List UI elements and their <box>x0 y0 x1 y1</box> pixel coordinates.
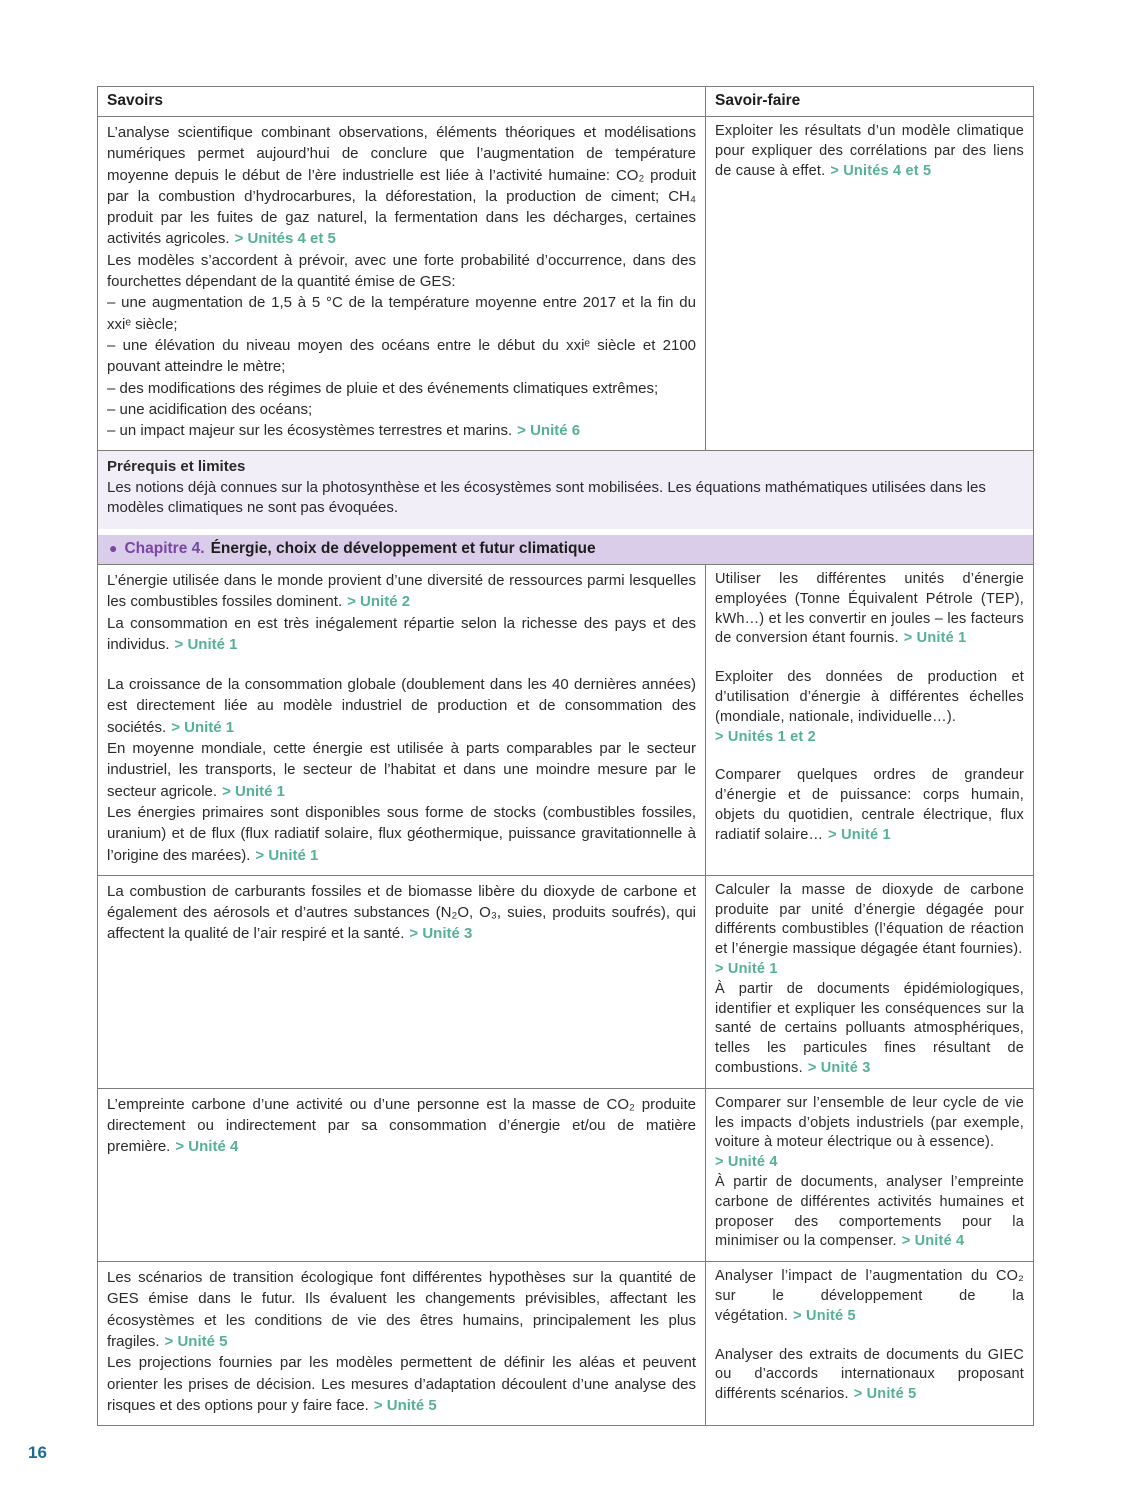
column-header-savoirs: Savoirs <box>98 87 706 117</box>
paragraph <box>715 1094 1024 1173</box>
paragraph <box>715 1267 1024 1326</box>
paragraph <box>715 1173 1024 1252</box>
unit-reference: > Unité 1 <box>171 718 235 736</box>
unit-reference: > Unité 5 <box>373 1396 437 1414</box>
paragraph-text: Utiliser les différentes unités d’énergie employées (Tonne Équivalent Pétrole (TEP), kWh…) et les convertir en joules – les facteurs de conversion étant fournis. <box>715 570 1024 647</box>
paragraph <box>107 1352 696 1416</box>
savoirs-cell <box>98 875 706 1088</box>
paragraph-text: L’énergie utilisée dans le monde provient d’une diversité de ressources parmi lesquelles les combustibles fossiles dominent. <box>107 571 696 611</box>
paragraph-text: Comparer sur l’ensemble de leur cycle de vie les impacts d’objets industriels (par exemple, voiture à moteur électrique ou à essence). <box>715 1094 1024 1151</box>
unit-reference: > Unité 1 <box>174 635 238 653</box>
table-row <box>98 875 1034 1088</box>
unit-reference: > Unités 4 et 5 <box>830 162 932 179</box>
paragraph-text: Exploiter les résultats d’un modèle climatique pour expliquer des corrélations par des liens de cause à effet. <box>715 123 1024 179</box>
paragraph <box>107 399 696 420</box>
unit-reference: > Unités 1 et 2 <box>715 728 816 745</box>
unit-reference: > Unité 1 <box>255 846 319 864</box>
paragraph-text: L’analyse scientifique combinant observations, éléments théoriques et modélisations numériques permet aujourd’hui de conclure que l’augmentation de température moyenne depuis le début de l’ère industrielle est liée à l’activité humaine: CO₂ produit par la combustion d’hydrocarbures, la déforestation, la production de ciment; CH₄ produit par les fuites de gaz naturel, la fermentation dans les décharges, certaines activités agricoles. <box>107 124 696 248</box>
unit-reference: > Unité 1 <box>903 630 967 647</box>
paragraph-text: La croissance de la consommation globale (doublement dans les 40 dernières années) est directement liée au modèle industriel de production et de consommation des sociétés. <box>107 676 696 736</box>
paragraph-text: À partir de documents, analyser l’empreinte carbone de différentes activités humaines et proposer des comportements pour la minimiser ou la compenser. <box>715 1173 1024 1250</box>
paragraph <box>715 1346 1024 1405</box>
paragraph-text: Analyser l’impact de l’augmentation du CO₂ sur le développement de la végétation. <box>715 1268 1024 1324</box>
unit-reference: > Unité 4 <box>715 1154 778 1171</box>
paragraph <box>715 122 1024 181</box>
paragraph-text: Les projections fournies par les modèles permettent de définir les aléas et peuvent orienter les prises de décision. Les mesures d’adaptation découlent d’une analyse des risques et des options pour y faire face. <box>107 1354 696 1414</box>
table-row <box>98 117 1034 451</box>
paragraph-text: Exploiter des données de production et d’utilisation d’énergie à différentes échelles (mondiale, nationale, individuelle…). <box>715 669 1024 725</box>
table-header-row <box>98 87 1034 117</box>
savoir-faire-cell <box>706 1262 1034 1426</box>
unit-reference: > Unités 4 et 5 <box>234 230 336 248</box>
paragraph-text: Analyser des extraits de documents du GIEC ou d’accords internationaux proposant différents scénarios. <box>715 1346 1024 1403</box>
chapter-label: Chapitre 4. <box>124 539 205 557</box>
unit-reference: > Unité 4 <box>901 1233 965 1250</box>
savoir-faire-cell <box>706 1088 1034 1261</box>
paragraph <box>107 570 696 613</box>
unit-reference: > Unité 3 <box>409 925 473 943</box>
paragraph <box>715 570 1024 649</box>
unit-reference: > Unité 3 <box>807 1059 871 1076</box>
chapter-bullet-icon: ● <box>109 539 118 556</box>
paragraph-text: À partir de documents épidémiologiques, identifier et expliquer les conséquences sur la santé de certains polluants atmosphériques, telles les particules fines résultant de combustions. <box>715 980 1024 1076</box>
paragraph <box>107 292 696 335</box>
savoirs-cell <box>98 117 706 451</box>
unit-reference: > Unité 6 <box>517 422 581 440</box>
unit-reference: > Unité 1 <box>715 961 778 977</box>
savoir-faire-cell <box>706 564 1034 875</box>
unit-reference: > Unité 2 <box>347 593 411 611</box>
table-row <box>98 1088 1034 1261</box>
paragraph-text: – des modifications des régimes de pluie et des événements climatiques extrêmes; <box>107 379 659 397</box>
paragraph <box>107 1094 696 1158</box>
paragraph <box>107 420 696 441</box>
savoirs-cell <box>98 1088 706 1261</box>
unit-reference: > Unité 1 <box>828 826 891 843</box>
paragraph-text: – une augmentation de 1,5 à 5 °C de la température moyenne entre 2017 et la fin du xxiᵉ siècle; <box>107 294 696 333</box>
chapter-bar <box>98 529 1034 565</box>
paragraph-text: En moyenne mondiale, cette énergie est utilisée à parts comparables par le secteur industriel, les transports, le secteur de l’habitat et dans une moindre mesure par le secteur agricole. <box>107 740 696 800</box>
paragraph-text: – une élévation du niveau moyen des océans entre le début du xxiᵉ siècle et 2100 pouvant atteindre le mètre; <box>107 336 696 376</box>
paragraph <box>107 1267 696 1352</box>
paragraph <box>107 335 696 378</box>
paragraph <box>107 378 696 399</box>
page-number: 16 <box>28 1443 47 1462</box>
table-row <box>98 529 1034 565</box>
table-body <box>98 117 1034 1426</box>
paragraph-text: – un impact majeur sur les écosystèmes terrestres et marins. <box>107 422 513 440</box>
savoir-faire-cell <box>706 875 1034 1088</box>
paragraph-text: La combustion de carburants fossiles et de biomasse libère du dioxyde de carbone et également des aérosols et d’autres substances (N₂O, O₃, suies, produits soufrés), qui affectent la qualité de l’air respiré et la santé. <box>107 882 696 943</box>
unit-reference: > Unité 4 <box>175 1138 239 1156</box>
unit-reference: > Unité 5 <box>853 1386 917 1403</box>
paragraph <box>715 980 1024 1079</box>
paragraph-text: L’empreinte carbone d’une activité ou d’une personne est la masse de CO₂ produite directement ou indirectement par sa consommation d’énergie et/ou de matière première. <box>107 1095 696 1156</box>
paragraph <box>107 802 696 866</box>
chapter-title: Énergie, choix de développement et futur climatique <box>210 539 596 557</box>
savoir-faire-cell <box>706 117 1034 451</box>
paragraph <box>715 766 1024 845</box>
paragraph-text: Calculer la masse de dioxyde de carbone produite par unité d’énergie dégagée pour différents combustibles (l’équation de réaction et l’énergie massique dégagée étant fournies). <box>715 881 1024 958</box>
unit-reference: > Unité 1 <box>222 782 285 800</box>
paragraph <box>107 613 696 656</box>
prereq-text: Les notions déjà connues sur la photosynthèse et les écosystèmes sont mobilisées. Les équations mathématiques utilisées dans les modèles climatiques ne sont pas évoquées. <box>107 478 986 517</box>
paragraph-text: Les modèles s’accordent à prévoir, avec une forte probabilité d’occurrence, dans des fourchettes dépendant de la quantité émise de GES: <box>107 251 696 291</box>
paragraph <box>107 122 696 250</box>
paragraph-text: Les énergies primaires sont disponibles sous forme de stocks (combustibles fossiles, uranium) et de flux (flux radiatif solaire, flux géothermique, puissance gravitationnelle à l’origine des marées). <box>107 803 696 864</box>
paragraph-text: Comparer quelques ordres de grandeur d’énergie et de puissance: corps humain, objets du quotidien, centrale électrique, flux radiatif solaire… <box>715 767 1024 843</box>
savoirs-cell <box>98 564 706 875</box>
paragraph <box>107 250 696 293</box>
curriculum-table <box>97 86 1034 1426</box>
paragraph <box>107 881 696 945</box>
prereq-section <box>98 451 1034 529</box>
table-row <box>98 451 1034 529</box>
paragraph-text: – une acidification des océans; <box>107 400 313 418</box>
paragraph <box>107 674 696 738</box>
column-header-savoir-faire: Savoir-faire <box>706 87 1034 117</box>
savoirs-cell <box>98 1262 706 1426</box>
paragraph-text: La consommation en est très inégalement répartie selon la richesse des pays et des individus. <box>107 614 696 653</box>
table-row <box>98 1262 1034 1426</box>
paragraph <box>107 738 696 802</box>
paragraph <box>715 668 1024 747</box>
unit-reference: > Unité 5 <box>164 1333 228 1351</box>
prereq-title: Prérequis et limites <box>107 458 246 476</box>
paragraph <box>715 881 1024 980</box>
table-row <box>98 564 1034 875</box>
paragraph-text: Les scénarios de transition écologique font différentes hypothèses sur la quantité de GES émise dans le futur. Ils évaluent les changements prévisibles, affectant les écosystèmes et les conditions de vie des êtres humains, principalement les plus fragiles. <box>107 1269 696 1351</box>
unit-reference: > Unité 5 <box>793 1307 856 1324</box>
